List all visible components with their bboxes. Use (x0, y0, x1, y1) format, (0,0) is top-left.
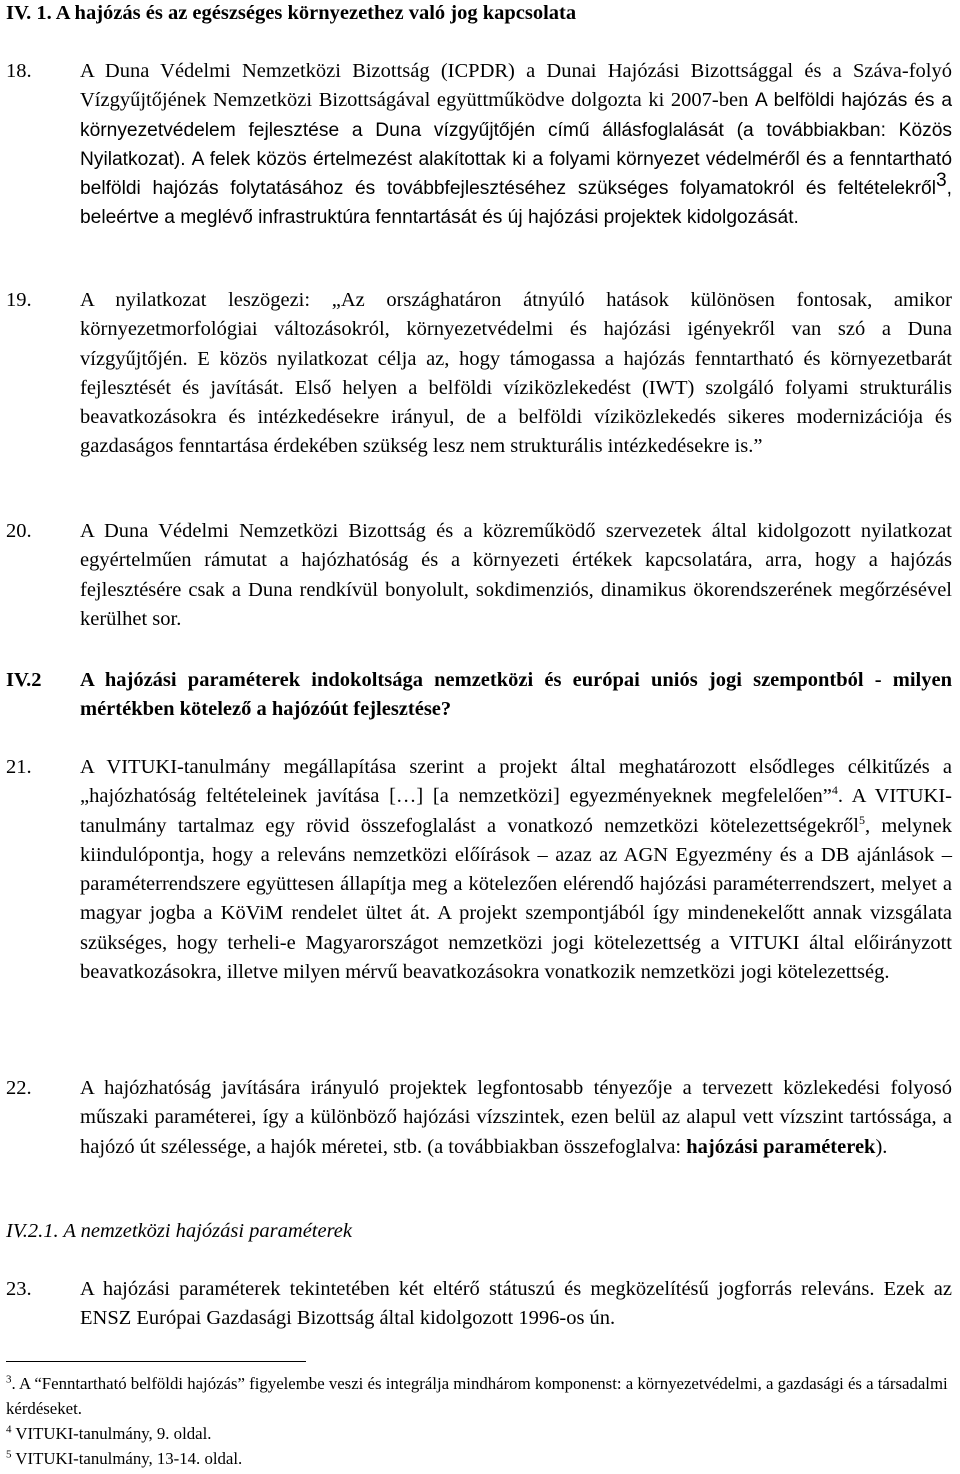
paragraph-text-sans: A felek közös értelmezést alakítottak ki a folyami környezet védelméről és a fenntartható belföldi hajózás folytatásához és továbbfejlesztéséhez szükséges folyamatokról és feltételekről (80, 148, 953, 200)
paragraph-number: 18. (6, 60, 32, 82)
footnote-ref[interactable]: 5 (859, 812, 865, 827)
paragraph-number: 22. (6, 1077, 32, 1099)
footnotes (6, 1371, 958, 1471)
footnote-separator (6, 1361, 306, 1362)
subsubsection-heading: IV.2.1. A nemzetközi hajózási paraméterek (6, 1220, 352, 1242)
paragraph-text-end: ). (875, 1135, 888, 1158)
paragraph-text: A nyilatkozat leszögezi: „Az országhatáron átnyúló hatások különösen fontosak, amikor környezetmorfológiai változásokról, környezetvédelmi és hajózási igényekről van szó a Duna vízgyűjtőjén. E közös nyilatkozat célja az, hogy támogassa a hajózás fenntartható és környezetbarát fejlesztését és javítását. Első helyen a belföldi víziközlekedést (IWT) szolgáló folyami strukturális beavatkozásokra és intézkedésekre irányul, de a belföldi víziközlekedés sikeres modernizációja és gazdaságos fenntartása érdekében szükség lesz nem strukturális intézkedésekre is.” (80, 289, 952, 458)
paragraph-text: A Duna Védelmi Nemzetközi Bizottság és a közreműködő szervezetek által kidolgozott nyilatkozat egyértelműen rámutat a hajózhatóság és a környezeti értékek kapcsolatára, arra, hogy a hajózás fejlesztésére csak a Duna rendkívül bonyolult, sokdimenziós, dinamikus ökorendszerének megőrzésével kerülhet sor. (80, 520, 952, 630)
paragraph-text: A Duna Védelmi Nemzetközi Bizottság (ICPDR) a Dunai Hajózási Bizottsággal és a Száva-folyó Vízgyűjtőjének Nemzetközi Bizottságával együttműködve dolgozta ki 2007-ben (80, 60, 952, 112)
paragraph-text: A hajózási paraméterek tekintetében két eltérő státuszú és megközelítésű jogforrás releváns. Ezek az ENSZ Európai Gazdasági Bizottság által kidolgozott 1996-os ún. (80, 1278, 952, 1330)
footnote-text: . A “Fenntartható belföldi hajózás” figyelembe veszi és integrálja mindhárom komponenst: a környezetvédelmi, a gazdasági és a társadalmi kérdéseket. (6, 1374, 948, 1418)
footnote-5 (6, 1446, 958, 1471)
heading-number: IV.2 (6, 669, 42, 691)
subsection-heading-iv2 (6, 666, 952, 725)
footnote-3 (6, 1371, 958, 1421)
paragraph-19 (6, 286, 952, 462)
paragraph-number: 20. (6, 520, 32, 542)
footnote-text: VITUKI-tanulmány, 13-14. oldal. (11, 1449, 243, 1468)
paragraph-22 (6, 1074, 952, 1162)
paragraph-number: 23. (6, 1278, 32, 1300)
footnote-ref[interactable]: 4 (831, 783, 838, 798)
paragraph-text-sans-end: , beleértve a meglévő infrastruktúra fenntartását és új hajózási projektek kidolgozását. (80, 178, 952, 229)
paragraph-text: , melynek kiindulópontja, hogy a releváns nemzetközi előírások – azaz az AGN Egyezmény és a DB ajánlások – paraméterrendszere együttesen állapítja meg a kötelezően elérendő hajózási paraméterrendszert, melyet a magyar jogba a KöViM rendelet ültet át. A projekt szempontjából így mindenekelőtt annak vizsgálata szükséges, hogy terheli-e Magyarországot nemzetközi jogi kötelezettség a VITUKI által előirányzott beavatkozásokra, illetve milyen mérvű beavatkozásokra vonatkozik nemzetközi jogi kötelezettség. (80, 814, 952, 984)
document-title-sans: A belföldi hajózás és a környezetvédelem fejlesztése a Duna vízgyűjtőjén című állásfoglalását (a továbbiakban: Közös Nyilatkozat). (80, 90, 953, 170)
paragraph-text: . A VITUKI-tanulmány tartalmaz egy rövid összefoglalást a vonatkozó nemzetközi kötelezettségekről (80, 785, 953, 837)
paragraph-18 (6, 57, 953, 233)
paragraph-text: A VITUKI-tanulmány megállapítása szerint a projekt által meghatározott elsődleges célkitűzés a „hajózhatóság feltételeinek javítása […] [a nemzetközi] egyezményeknek megfelelően” (80, 756, 952, 808)
bold-term: hajózási paraméterek (686, 1135, 876, 1158)
footnote-number: 3 (6, 1373, 12, 1386)
footnote-4 (6, 1421, 958, 1446)
paragraph-20 (6, 517, 952, 634)
paragraph-23 (6, 1275, 952, 1334)
footnote-ref[interactable]: 3 (935, 170, 947, 192)
paragraph-text: A hajózhatóság javítására irányuló projektek legfontosabb tényezője a tervezett közlekedési folyosó műszaki paraméterei, így a különböző hajózási vízszintek, ezen belül az alapul vett vízszint tartóssága, a hajózó út szélessége, a hajók méretei, stb. (a továbbiakban összefoglalva: (80, 1077, 952, 1158)
footnote-number: 4 (6, 1423, 12, 1436)
heading-text: A hajózási paraméterek indokoltsága nemzetközi és európai uniós jogi szempontból - milyen mértékben kötelező a hajózóút fejlesztése? (80, 669, 952, 721)
paragraph-21 (6, 753, 953, 987)
footnote-text: VITUKI-tanulmány, 9. oldal. (11, 1424, 212, 1443)
paragraph-number: 19. (6, 289, 32, 311)
paragraph-number: 21. (6, 756, 32, 778)
footnote-number: 5 (6, 1448, 12, 1461)
section-heading: IV. 1. A hajózás és az egészséges környezethez való jog kapcsolata (6, 2, 577, 24)
